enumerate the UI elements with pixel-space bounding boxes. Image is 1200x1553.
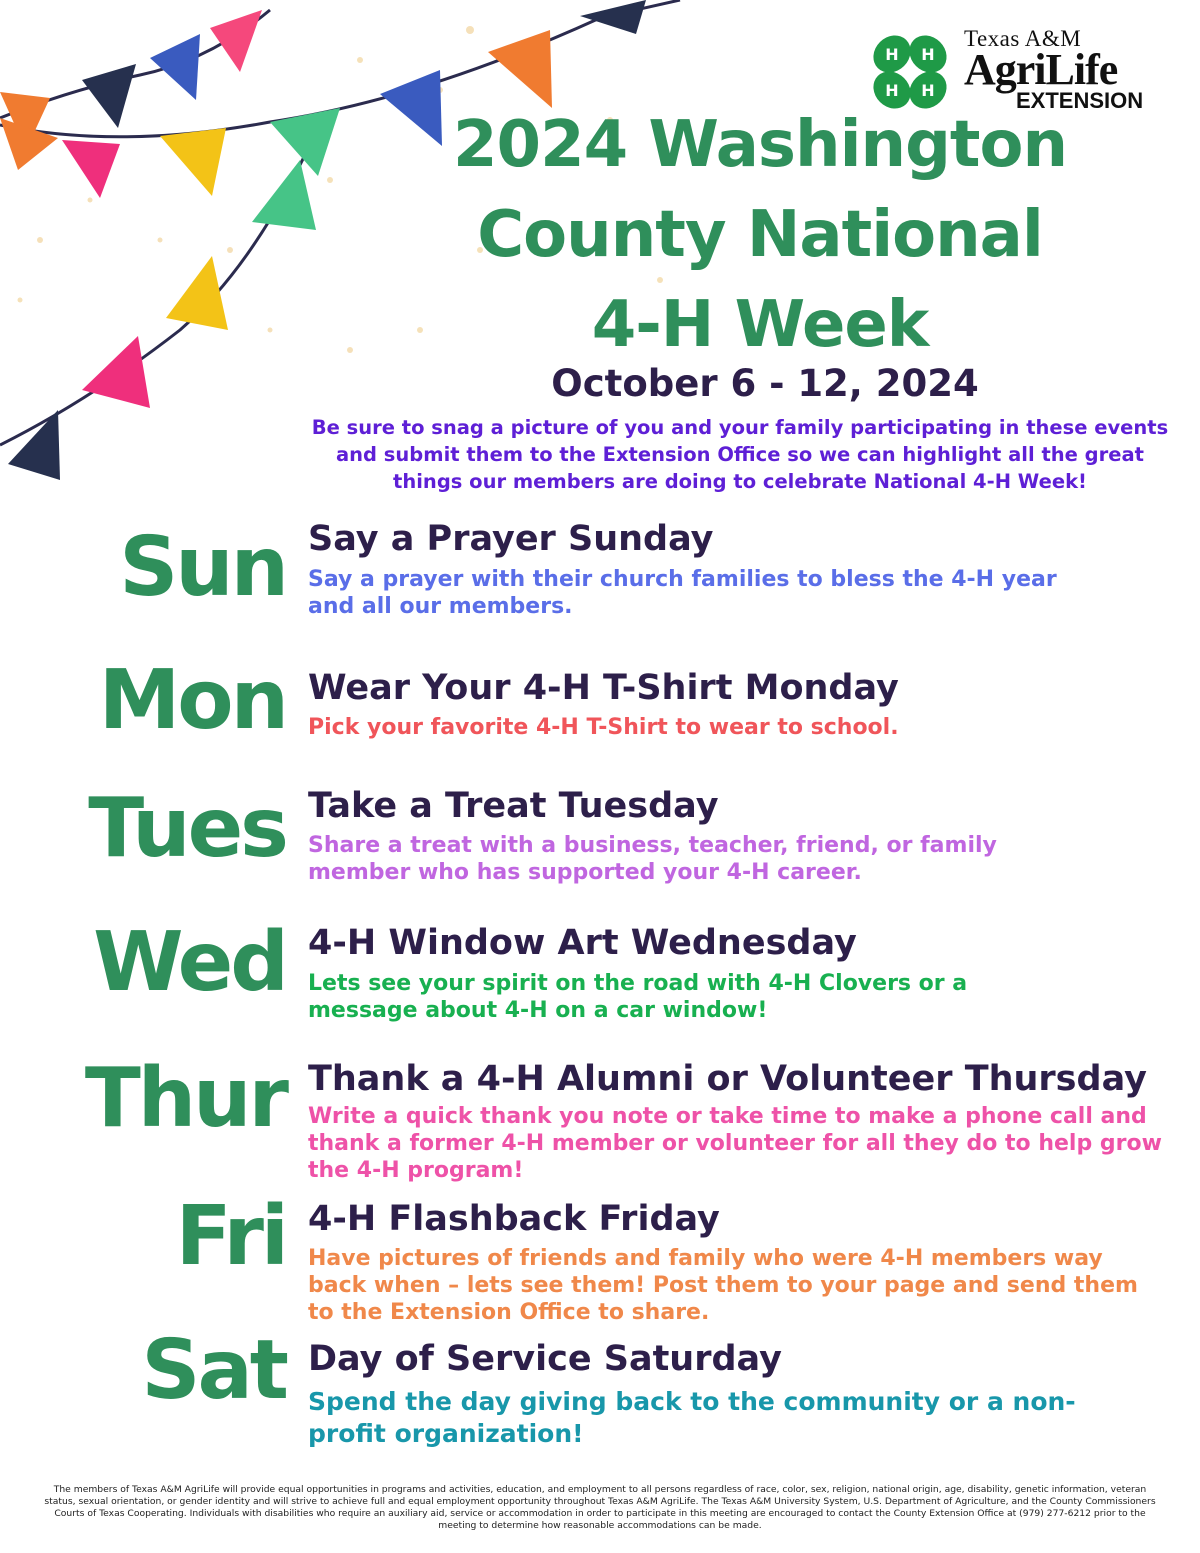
flag bbox=[252, 160, 316, 230]
flag bbox=[62, 140, 120, 198]
event-title-wed: 4-H Window Art Wednesday bbox=[308, 923, 857, 963]
day-abbr-thur: Thur bbox=[84, 1051, 286, 1146]
svg-text:H: H bbox=[921, 45, 935, 64]
event-title-tues: Take a Treat Tuesday bbox=[308, 786, 719, 826]
title-line-2: County National bbox=[477, 198, 1043, 272]
page-title bbox=[400, 100, 1120, 370]
day-abbr-sat: Sat bbox=[141, 1323, 286, 1418]
event-title-fri: 4-H Flashback Friday bbox=[308, 1199, 720, 1239]
flag bbox=[82, 336, 150, 408]
flag bbox=[580, 0, 646, 34]
event-desc-fri: Have pictures of friends and family who were 4-H members way back when – lets see them! Post them to your page and send them to the Extension Office to share. bbox=[308, 1246, 1138, 1325]
logo-extension: EXTENSION bbox=[1016, 88, 1144, 113]
event-desc-thur: Write a quick thank you note or take time to make a phone call and thank a former 4-H member or volunteer for all they do to help grow the 4-H program! bbox=[308, 1104, 1162, 1183]
day-abbr-tues: Tues bbox=[88, 781, 286, 876]
flag bbox=[82, 64, 136, 128]
event-desc-wed: Lets see your spirit on the road with 4-H Clovers or a message about 4-H on a car window! bbox=[308, 971, 968, 1023]
title-line-1: 2024 Washington bbox=[453, 108, 1067, 182]
event-desc-tues: Share a treat with a business, teacher, friend, or family member who has supported your 4-H career. bbox=[308, 833, 997, 885]
flag bbox=[150, 34, 200, 100]
day-abbr-mon: Mon bbox=[98, 653, 286, 748]
flag bbox=[488, 30, 552, 108]
svg-text:H: H bbox=[921, 81, 935, 100]
event-title-mon: Wear Your 4-H T-Shirt Monday bbox=[308, 668, 899, 708]
event-title-sat: Day of Service Saturday bbox=[308, 1339, 782, 1379]
intro-text: Be sure to snag a picture of you and your family participating in these events and submit them to the Extension Office so we can highlight all the great things our members are doing to celebrate National 4-H Week! bbox=[311, 416, 1169, 493]
event-desc-sat: Spend the day giving back to the community or a non-profit organization! bbox=[308, 1387, 1076, 1448]
event-title-sun: Say a Prayer Sunday bbox=[308, 519, 714, 559]
flag bbox=[210, 10, 262, 72]
logo-texas-am: Texas A&M bbox=[964, 26, 1082, 51]
day-abbr-wed: Wed bbox=[93, 915, 286, 1010]
flag bbox=[8, 410, 60, 480]
flag bbox=[160, 128, 226, 196]
event-dates: October 6 - 12, 2024 bbox=[551, 362, 979, 405]
event-desc-mon: Pick your favorite 4-H T-Shirt to wear to school. bbox=[308, 715, 899, 740]
day-abbr-sun: Sun bbox=[119, 520, 286, 615]
event-desc-sun: Say a prayer with their church families to bless the 4-H year and all our members. bbox=[308, 567, 1057, 619]
day-abbr-fri: Fri bbox=[175, 1189, 286, 1284]
event-title-thur: Thank a 4-H Alumni or Volunteer Thursday bbox=[308, 1059, 1147, 1099]
flag bbox=[166, 256, 228, 330]
footer-disclaimer: The members of Texas A&M AgriLife will provide equal opportunities in programs and activities, education, and employment to all persons regardless of race, color, sex, religion, national origin, age, disability, genetic information, veteran status, sexual orientation, or gender identity and will strive to achieve full and equal employment opportunity throughout Texas A&M AgriLife. The Texas A&M University System, U.S. Department of Agriculture, and the County Commissioners Courts of Texas Cooperating. Individuals with disabilities who require an auxiliary aid, service or accommodation in order to participate in this meeting are encouraged to contact the County Extension Office at (979) 277-6212 prior to the meeting to determine how reasonable accommodations can be made. bbox=[44, 1484, 1156, 1531]
title-line-3: 4-H Week bbox=[591, 288, 929, 362]
svg-text:H: H bbox=[885, 81, 899, 100]
svg-text:H: H bbox=[885, 45, 899, 64]
flag bbox=[270, 108, 340, 176]
logo-agrilife: AgriLife bbox=[964, 45, 1118, 94]
